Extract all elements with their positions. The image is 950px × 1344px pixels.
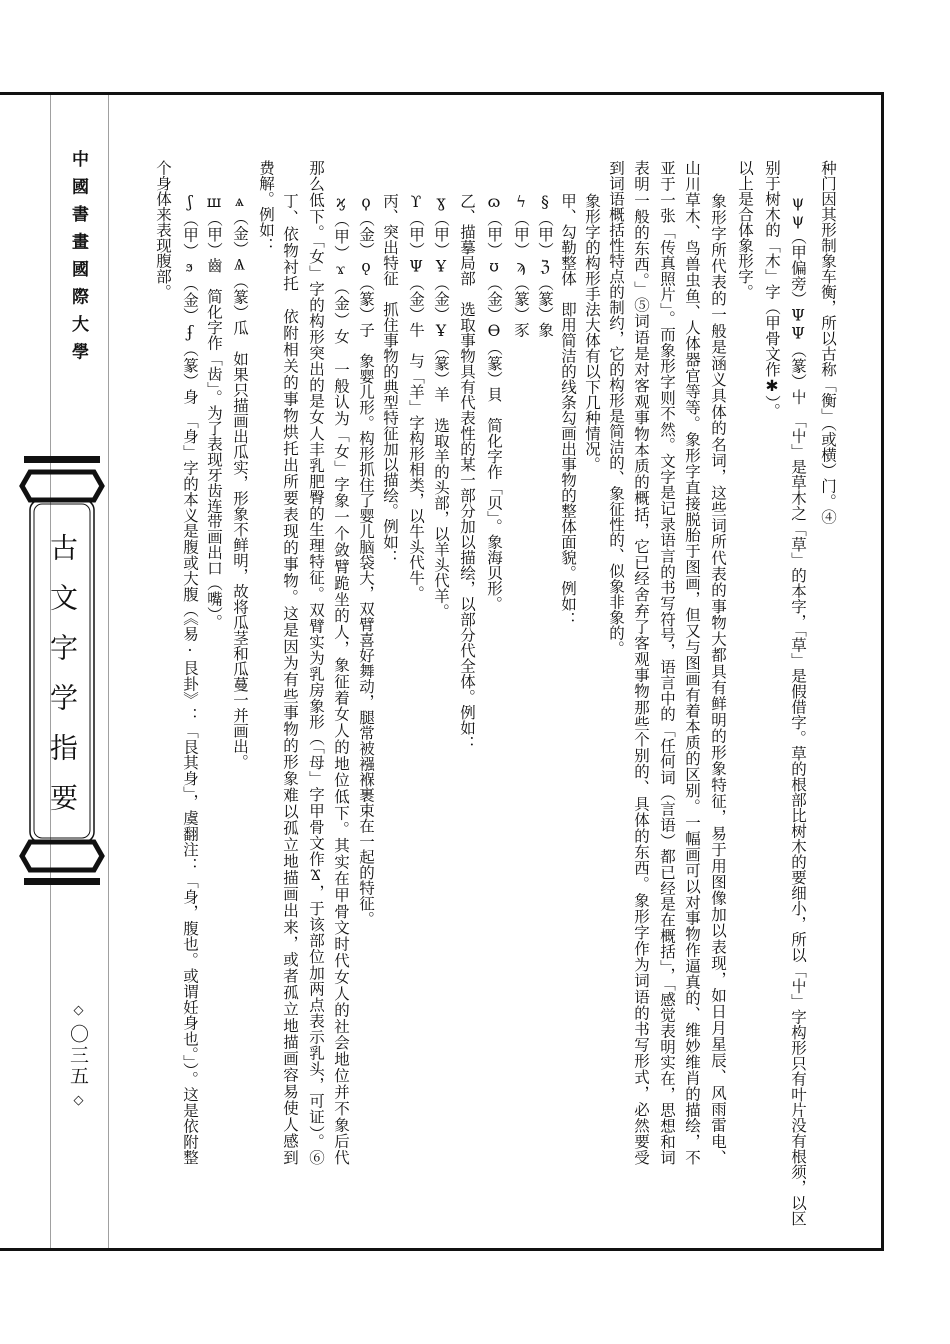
text-column: 山川草木、鸟兽虫鱼、人体器官等等。象形字直接脱胎于图画，但又与图画有着本质的区别。一幅画可以对事物作逼真的、维妙维肖的描绘，不: [683, 160, 701, 1165]
text-column: 象形字的构形手法大体有以下几种情况。: [583, 193, 601, 472]
page-marker-top: ◇: [71, 1003, 86, 1018]
example-column: ϟ（甲）ϡ（篆）豕: [512, 193, 530, 338]
text-column: 以上是合体象形字。: [736, 160, 754, 300]
section-heading-column: 丁、依物衬托 依附相关的事物烘托出所要表现的事物。这是因为有些事物的形象难以孤立地描画出来，或者孤立地描画容易使人感到: [281, 193, 299, 1165]
page-frame-top: [0, 92, 884, 95]
text-column: 种门因其形制象车衡，所以古称「衡」（或横）门。④: [819, 160, 837, 525]
example-column: ʃ（甲）ϧ（金）ʄ（篆）身 「身」字的本义是腹或大腹（《易·艮卦》：「艮其身」，虞翻注：「身，腹也。或谓妊身也。」）。这是依附整: [181, 193, 199, 1165]
book-title: 古文字学指要: [46, 533, 79, 833]
section-heading-column: 甲、勾勒整体 即用简洁的线条勾画出事物的整体面貌。例如：: [559, 193, 577, 627]
text-column: 那么低下。「女」字的构形突出的是女人丰乳肥臀的生理特征。双臂实为乳房象形（「母」字甲骨文作Ϫ，于该部位加两点表示乳头，可证）。⑥: [307, 160, 325, 1165]
text-column: 个身体来表现腹部。: [154, 160, 172, 300]
text-column: 别于树木的「木」字（甲骨文作✱）。: [763, 160, 781, 419]
text-column: 到词语概括性特点的制约，它的构形是简洁的、象征性的、似象非象的。: [607, 160, 625, 656]
example-column: §（甲）ℨ（篆）象: [536, 193, 554, 338]
page-marker-bottom: ◇: [71, 1093, 86, 1108]
example-column: ш（甲）齒 简化字作「齿」。为了表现牙齿连带画出口（嘴）。: [205, 193, 223, 630]
school-name: 中國書畫國際大學: [68, 150, 88, 370]
page-number: 〇三五: [67, 1024, 89, 1087]
example-column: ѧ（金）Ѧ（篆）瓜 如果只描画出瓜实，形象不鲜明，故将瓜茎和瓜蔓一并画出。: [231, 193, 249, 770]
text-column: ψψ（甲偏旁）ΨΨ（篆）屮 「屮」是草木之「草」的本字，「草」是假借字。草的根部比树木的要细小，所以「屮」字构形只有叶片没有根须，以区: [789, 193, 807, 1226]
section-heading-column: 丙、突出特征 抓住事物的典型特征加以描绘。例如：: [381, 193, 399, 565]
text-column: 表明一般的东西。」⑤词语是对客观事物本质的概括，它已经舍弃了客观事物那些个别的、具体的东西。象形字作为词语的书写形式，必然要受: [632, 160, 650, 1165]
text-column: 亚于一张「传真照片」。而象形字则不然。文字是记录语言的书写符号，语言中的「任何词（言语）都已经是在概括」，「感觉表明实在，思想和词: [658, 160, 676, 1165]
section-heading-column: 乙、描摹局部 选取事物具有代表性的某一部分加以描绘，以部分代全体。例如：: [458, 193, 476, 751]
page-number-block: [67, 1003, 89, 1108]
text-column: 象形字所代表的一般是涵义具体的名词，这些词所代表的事物大都具有鲜明的形象特征，易于用图像加以表现，如日月星辰、风雨雷电、: [709, 193, 727, 1165]
page-frame-bottom: [0, 1248, 884, 1251]
example-column: ϗ（甲）ϫ（金）女 一般认为「女」字象一个敛臂跪坐的人，象征着女人的地位低下。其实在甲骨文时代女人的社会地位并不象后代: [332, 193, 350, 1165]
example-column: ϙ（金）ǫ（篆）子 象婴儿形。构形抓住了婴儿脑袋大，双臂喜好舞动，腿常被襁褓裹束在一起的特征。: [357, 193, 375, 927]
example-column: ɷ（甲）ʊ（金）Ɵ（篆）貝 简化字作「贝」。象海贝形。: [485, 193, 503, 612]
example-column: ɣ（甲）Ұ（金）Ұ（篆）羊 选取羊的头部，以羊头代羊。: [432, 193, 450, 619]
text-column: 费解。例如：: [257, 160, 275, 253]
example-column: ϒ（甲）Ψ（金）牛 与「羊」字构形相类，以牛头代牛。: [407, 193, 425, 601]
page-frame-right: [881, 92, 884, 1251]
